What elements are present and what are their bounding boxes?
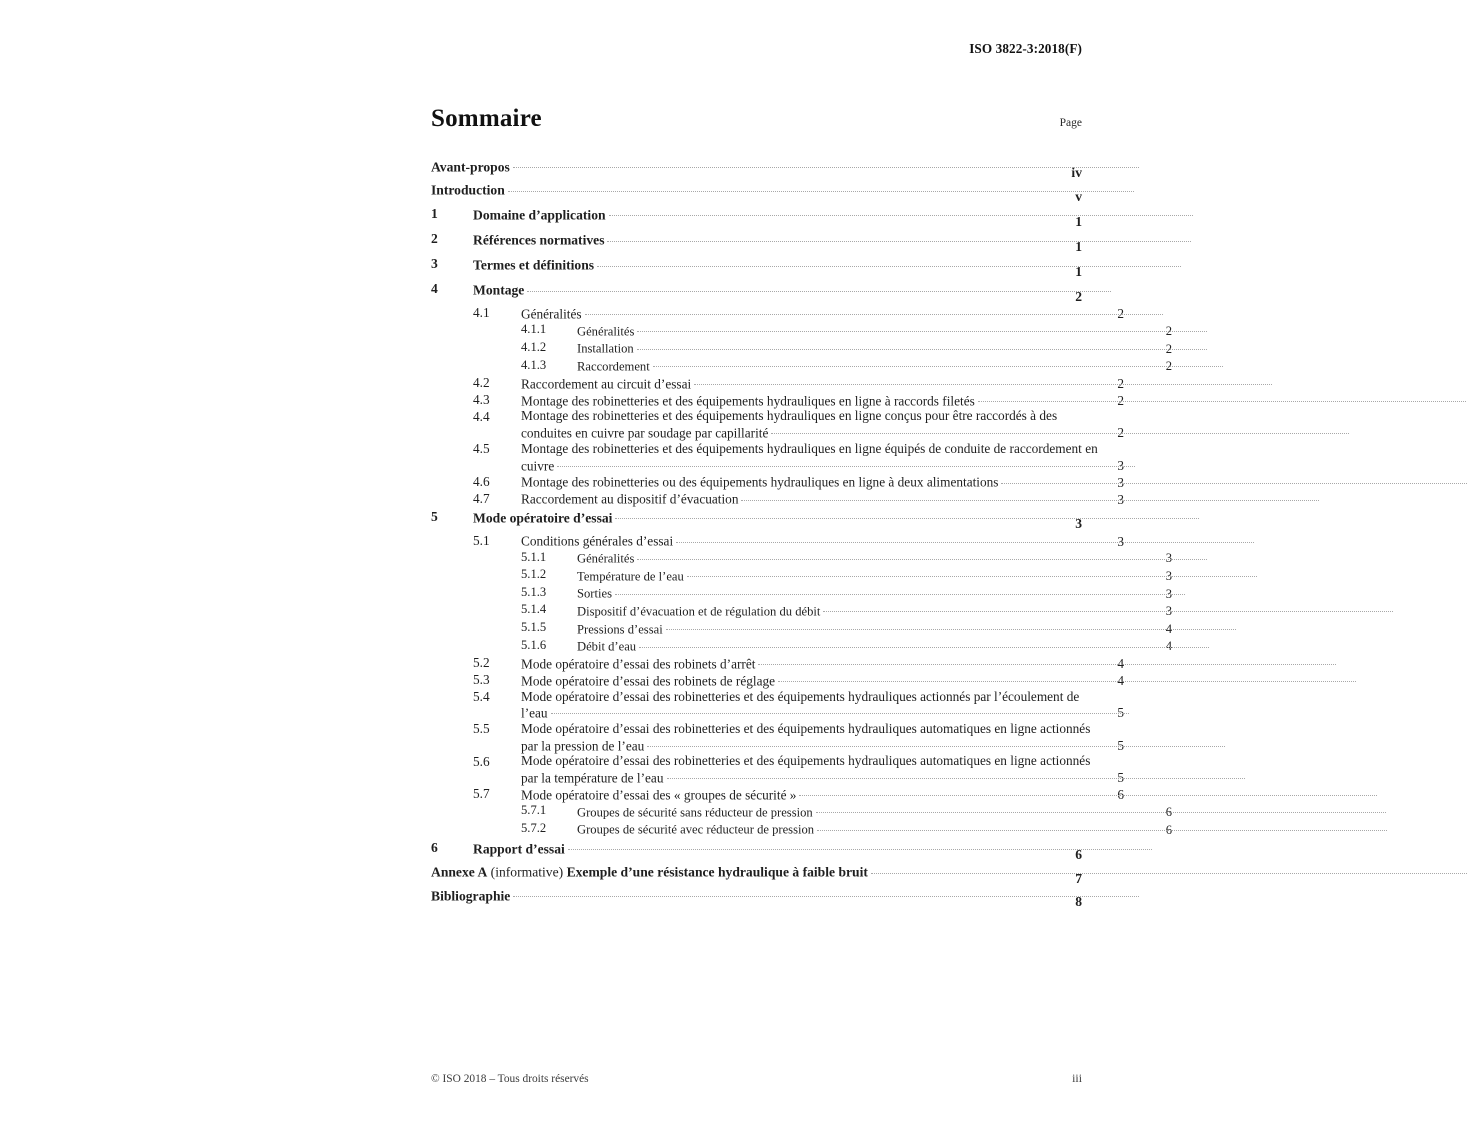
toc-leader-dots (691, 375, 1272, 388)
toc-entry-number: 5.1.4 (521, 602, 547, 617)
toc-entry-label (521, 392, 1102, 409)
toc-entry-label (431, 181, 1060, 198)
toc-entry-page-number: 2 (1165, 341, 1172, 356)
toc-entry-title: Mode opératoire d’essai des robinets de réglage (521, 672, 776, 688)
toc-leader-dots (554, 457, 1135, 470)
toc-entry-page-number: 8 (1075, 894, 1082, 910)
toc-entry-label (521, 441, 1102, 473)
toc-leader-dots (664, 769, 1245, 782)
document-page (337, 0, 1172, 1122)
toc-entry-label (431, 158, 1060, 175)
toc-leader-dots (606, 206, 1193, 219)
toc-entry-page-number: 4 (1165, 621, 1172, 636)
toc-leader-dots (510, 158, 1139, 171)
toc-entry-number: 5.1.1 (521, 549, 547, 564)
toc-entry-title: Pressions d’essai (577, 621, 663, 636)
toc-entry-label (521, 753, 1102, 785)
toc-entry-number: 5.1.2 (521, 567, 547, 582)
toc-entry-label (473, 206, 1060, 223)
toc-entry-page-number: 4 (1117, 672, 1124, 688)
toc-entry-page-number: 5 (1117, 737, 1124, 753)
toc-entry-label (577, 339, 1150, 357)
toc-entry-number: 5.1.3 (521, 584, 547, 599)
toc-entry-page-number: 2 (1075, 288, 1082, 304)
toc-entry[interactable] (473, 672, 1124, 689)
toc-entry-label (521, 473, 1102, 490)
toc-entry[interactable] (431, 863, 1082, 887)
toc-entry-page-number: 6 (1165, 805, 1172, 820)
toc-leader-dots (582, 305, 1163, 318)
toc-entry-label (577, 549, 1150, 567)
toc-leader-dots (505, 181, 1134, 194)
toc-entry-number: 6 (431, 839, 438, 855)
toc-entry-number: 4.7 (473, 490, 490, 506)
toc-entry[interactable] (473, 392, 1124, 409)
toc-entry[interactable] (521, 602, 1172, 620)
toc-entry-page-number: 2 (1117, 306, 1124, 322)
toc-entry-number: 4.3 (473, 392, 490, 408)
footer-copyright: © ISO 2018 – Tous droits réservés (431, 1073, 589, 1085)
toc-leader-dots (510, 887, 1139, 900)
toc-entry-title: Débit d’eau (577, 639, 637, 654)
toc-entry[interactable] (473, 305, 1124, 322)
toc-entry[interactable] (431, 887, 1082, 911)
toc-entry-title: Termes et définitions (473, 257, 595, 273)
toc-entry-number: 5 (431, 508, 438, 524)
toc-entry[interactable] (473, 473, 1124, 490)
toc-entry-number: 5.5 (473, 721, 490, 737)
toc-title-row (431, 106, 1082, 131)
toc-entry[interactable] (431, 256, 1082, 280)
toc-leader-dots (634, 549, 1207, 562)
toc-entry[interactable] (521, 357, 1172, 375)
toc-entry-label (473, 231, 1060, 248)
toc-entry-page-number: 2 (1165, 324, 1172, 339)
toc-entry[interactable] (521, 322, 1172, 340)
toc-entry-page-number: iv (1071, 165, 1082, 181)
toc-entry-title: Raccordement (577, 359, 650, 374)
toc-entry-label (577, 803, 1150, 821)
footer-page-number: iii (1072, 1071, 1082, 1085)
toc-entry-page-number: v (1075, 188, 1082, 204)
toc-entry-label (473, 256, 1060, 273)
toc-entry-page-number: 1 (1075, 213, 1082, 229)
toc-leader-dots (975, 392, 1467, 405)
toc-entry[interactable] (521, 339, 1172, 357)
toc-entry-number: 5.1.6 (521, 637, 547, 652)
toc-entry-title: Température de l’eau (577, 569, 684, 584)
toc-entry-page-number: 4 (1117, 656, 1124, 672)
toc-entry-title: Généralités (521, 306, 582, 322)
toc-entry-page-number: 3 (1165, 569, 1172, 584)
toc-leader-dots (796, 786, 1377, 799)
toc-entry-page-number: 3 (1117, 533, 1124, 549)
toc-entry-page-number: 1 (1075, 263, 1082, 279)
toc-entry-label (577, 584, 1150, 602)
toc-entry-page-number: 5 (1117, 770, 1124, 786)
toc-entry-page-number: 2 (1117, 375, 1124, 391)
toc-entry-number: 5.3 (473, 672, 490, 688)
document-header-standard-ref: ISO 3822-3:2018(F) (969, 41, 1082, 56)
toc-entry-number: 5.1 (473, 532, 490, 548)
toc-leader-dots (594, 256, 1181, 269)
toc-entry-title: Groupes de sécurité sans réducteur de pression (577, 805, 813, 820)
toc-entry-number: 5.7.1 (521, 803, 547, 818)
toc-entry[interactable] (431, 206, 1082, 230)
toc-entry-title: Montage des robinetteries et des équipements hydrauliques en ligne équipés de conduite de raccordement en cuivre (521, 440, 1098, 473)
toc-entry-title: Mode opératoire d’essai des robinets d’arrêt (521, 656, 756, 672)
toc-entry-title: Généralités (577, 324, 635, 339)
toc-entry[interactable] (521, 637, 1172, 655)
toc-entry-label (521, 689, 1102, 721)
toc-entry-label (473, 840, 1060, 857)
toc-entry-label (577, 602, 1150, 620)
toc-entry-page-number: 3 (1075, 516, 1082, 532)
toc-entry-title: Généralités (577, 551, 635, 566)
toc-entry-number: 5.6 (473, 753, 490, 769)
toc-leader-dots (814, 820, 1387, 833)
toc-entry-title: Montage des robinetteries ou des équipements hydrauliques en ligne à deux alimentations (521, 474, 999, 490)
toc-entry-label (431, 863, 1060, 880)
toc-entry-label (521, 408, 1102, 440)
toc-entry-number: 4.2 (473, 375, 490, 391)
toc-entry-page-number: 5 (1117, 705, 1124, 721)
toc-entry-number: 4.4 (473, 408, 490, 424)
toc-leader-dots (634, 339, 1207, 352)
toc-leader-dots (565, 840, 1152, 853)
toc-leader-dots (636, 637, 1209, 650)
annex-label-lead: Bibliographie (431, 888, 511, 904)
toc-entry-number: 5.4 (473, 689, 490, 704)
toc-entry-page-number: 2 (1117, 425, 1124, 441)
toc-entry-label (521, 375, 1102, 392)
annex-label-qualifier: (informative) (487, 864, 567, 880)
toc-leader-dots (612, 584, 1185, 597)
toc-entry-number: 5.7 (473, 786, 490, 802)
toc-entry-page-number: 2 (1165, 359, 1172, 374)
toc-entry-title: Rapport d’essai (473, 840, 565, 856)
toc-entry[interactable] (521, 803, 1172, 821)
toc-entry[interactable] (473, 721, 1124, 753)
toc-entry-number: 4.1.1 (521, 322, 547, 337)
toc-leader-dots (612, 509, 1199, 522)
toc-entry[interactable] (521, 620, 1172, 638)
table-of-contents (431, 158, 1172, 910)
toc-entry-title: Montage des robinetteries et des équipements hydrauliques en ligne à raccords filetés (521, 392, 975, 408)
toc-entry-number: 4.5 (473, 441, 490, 457)
toc-entry-page-number: 7 (1075, 870, 1082, 886)
toc-entry-page-number: 4 (1165, 639, 1172, 654)
toc-leader-dots (673, 532, 1254, 545)
toc-entry-label (521, 672, 1102, 689)
toc-entry-page-number: 6 (1075, 847, 1082, 863)
toc-entry[interactable] (521, 820, 1172, 838)
toc-leader-dots (650, 357, 1223, 370)
toc-leader-dots (755, 655, 1336, 668)
toc-leader-dots (644, 737, 1225, 750)
toc-entry-label (577, 322, 1150, 340)
toc-entry-page-number: 3 (1117, 474, 1124, 490)
toc-entry-title: Références normatives (473, 232, 605, 248)
toc-leader-dots (604, 231, 1191, 244)
toc-leader-dots (684, 567, 1257, 580)
toc-entry-page-number: 1 (1075, 238, 1082, 254)
toc-entry-page-number: 2 (1117, 392, 1124, 408)
annex-label-title: Exemple d’une résistance hydraulique à faible bruit (566, 864, 868, 880)
toc-entry-title: Montage des robinetteries et des équipements hydrauliques en ligne conçus pour être raccordés à des conduites en cuivre par soudage par capillarité (521, 408, 1058, 441)
toc-entry-number: 4.6 (473, 473, 490, 489)
toc-entry-title: Mode opératoire d’essai des « groupes de sécurité » (521, 787, 797, 803)
toc-entry[interactable] (521, 584, 1172, 602)
toc-entry-label (521, 655, 1102, 672)
toc-entry-number: 4 (431, 281, 438, 297)
toc-entry-label (473, 509, 1060, 526)
toc-entry[interactable] (431, 281, 1082, 305)
toc-entry-label (577, 567, 1150, 585)
toc-entry-title: Raccordement au dispositif d’évacuation (521, 491, 739, 507)
toc-entry-number: 4.1 (473, 305, 490, 321)
page-title: Sommaire (431, 105, 542, 132)
toc-entry-title: Raccordement au circuit d’essai (521, 375, 692, 391)
toc-entry-page-number: 6 (1165, 822, 1172, 837)
toc-entry-title: Mode opératoire d’essai des robinetteries et des équipements hydrauliques automatiques en ligne actionnés par la température de l’eau (521, 753, 1091, 786)
toc-leader-dots (738, 490, 1319, 503)
toc-entry-page-number: 3 (1165, 586, 1172, 601)
toc-leader-dots (634, 322, 1207, 335)
toc-entry-title: Groupes de sécurité avec réducteur de pression (577, 822, 815, 837)
toc-entry-title: Conditions générales d’essai (521, 533, 674, 549)
toc-entry-label (577, 357, 1150, 375)
toc-entry-label (521, 305, 1102, 322)
page-column-header: Page (1059, 117, 1082, 129)
toc-entry-title: Mode opératoire d’essai (473, 509, 613, 525)
toc-entry-label (577, 620, 1150, 638)
toc-entry-label (577, 637, 1150, 655)
toc-entry[interactable] (431, 231, 1082, 255)
toc-entry[interactable] (473, 532, 1124, 549)
toc-entry-number: 4.1.3 (521, 357, 547, 372)
toc-entry-label (521, 532, 1102, 549)
toc-leader-dots (768, 424, 1349, 437)
toc-entry-page-number: 3 (1117, 491, 1124, 507)
toc-entry[interactable] (431, 509, 1082, 533)
toc-entry-label (521, 721, 1102, 753)
toc-entry[interactable] (473, 375, 1124, 392)
toc-entry[interactable] (431, 181, 1082, 204)
toc-entry-page-number: 3 (1165, 604, 1172, 619)
toc-entry-title: Mode opératoire d’essai des robinetteries et des équipements hydrauliques actionnés par l’écoulement de l’eau (521, 688, 1080, 721)
annex-label-lead: Annexe A (431, 864, 488, 880)
toc-entry-number: 2 (431, 231, 438, 247)
toc-entry-title: Mode opératoire d’essai des robinetteries et des équipements hydrauliques automatiques en ligne actionnés par la pression de l’eau (521, 720, 1091, 753)
toc-entry-number: 5.1.5 (521, 620, 547, 635)
toc-entry[interactable] (521, 567, 1172, 585)
toc-entry-title: Sorties (577, 586, 612, 601)
toc-entry-title: Avant-propos (431, 159, 510, 175)
toc-entry[interactable] (473, 441, 1124, 473)
toc-entry-label (431, 887, 1060, 904)
toc-leader-dots (820, 602, 1393, 615)
toc-leader-dots (775, 672, 1356, 685)
toc-entry[interactable] (473, 490, 1124, 507)
toc-leader-dots (868, 863, 1467, 876)
toc-entry-number: 5.2 (473, 655, 490, 671)
toc-leader-dots (524, 281, 1111, 294)
toc-entry-page-number: 3 (1117, 457, 1124, 473)
toc-entry[interactable] (473, 753, 1124, 785)
toc-entry[interactable] (431, 158, 1082, 181)
toc-entry[interactable] (431, 840, 1082, 864)
toc-entry-number: 1 (431, 206, 438, 222)
toc-entry-title: Introduction (431, 182, 505, 198)
toc-entry[interactable] (473, 655, 1124, 672)
toc-entry-label (521, 490, 1102, 507)
toc-leader-dots (998, 473, 1467, 486)
toc-entry[interactable] (473, 408, 1124, 440)
toc-entry-page-number: 6 (1117, 787, 1124, 803)
toc-entry-title: Installation (577, 341, 634, 356)
toc-leader-dots (813, 803, 1386, 816)
toc-entry[interactable] (473, 689, 1124, 721)
toc-entry-label (577, 820, 1150, 838)
toc-entry-label (521, 786, 1102, 803)
toc-entry[interactable] (521, 549, 1172, 567)
toc-entry-number: 3 (431, 256, 438, 272)
toc-entry-page-number: 3 (1165, 551, 1172, 566)
toc-leader-dots (663, 620, 1236, 633)
toc-entry-title: Montage (473, 282, 525, 298)
toc-entry[interactable] (473, 786, 1124, 803)
toc-entry-number: 4.1.2 (521, 339, 547, 354)
toc-leader-dots (548, 704, 1129, 717)
toc-entry-title: Domaine d’application (473, 207, 606, 223)
toc-entry-label (473, 281, 1060, 298)
document-footer (431, 1071, 1082, 1086)
toc-entry-title: Dispositif d’évacuation et de régulation du débit (577, 604, 821, 619)
toc-entry-number: 5.7.2 (521, 820, 547, 835)
